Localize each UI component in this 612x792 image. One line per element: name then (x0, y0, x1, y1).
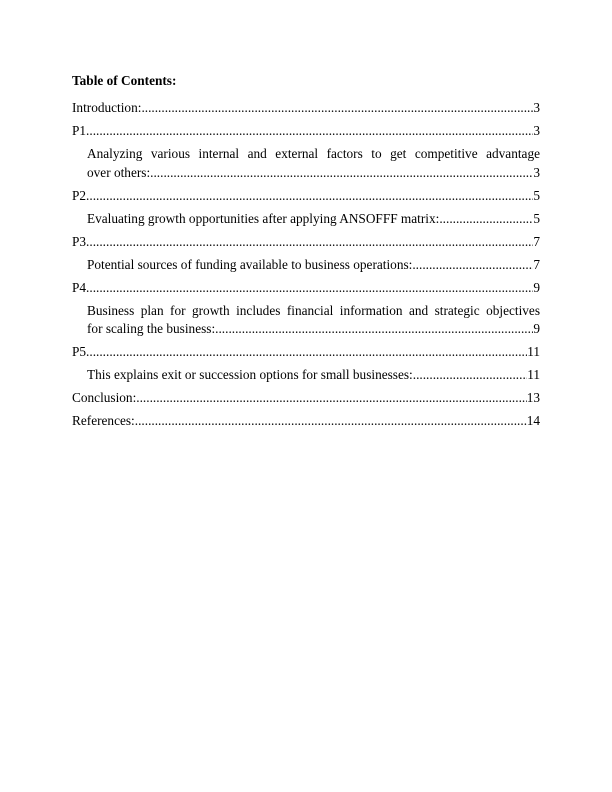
toc-entry-page: 7 (533, 233, 540, 249)
dot-leader (86, 343, 527, 362)
toc-entry-p4[interactable] (72, 279, 540, 298)
toc-entry-page: 3 (533, 123, 540, 138)
toc-entry-page: 13 (526, 390, 540, 405)
toc-entry-p1[interactable] (72, 122, 540, 141)
toc-entry-label: P4 (72, 279, 87, 295)
toc-entry-page: 9 (533, 279, 540, 295)
dot-leader (150, 164, 533, 183)
toc-entry-funding-sources[interactable] (72, 256, 540, 275)
dot-leader (412, 256, 533, 275)
toc-entry-p2[interactable] (72, 187, 540, 206)
toc-entry-references[interactable] (72, 412, 540, 431)
dot-leader (215, 320, 533, 339)
toc-list (72, 99, 540, 435)
dot-leader (86, 279, 533, 298)
toc-title: Table of Contents: (72, 73, 177, 88)
dot-leader (439, 210, 533, 229)
dot-leader (135, 412, 527, 431)
dot-leader (86, 187, 533, 206)
dot-leader (413, 366, 527, 385)
toc-entry-label: References: (72, 413, 135, 428)
toc-entry-page: 3 (533, 164, 540, 180)
toc-entry-exit-options[interactable] (72, 366, 540, 385)
dot-leader (86, 233, 533, 252)
toc-entry-conclusion[interactable] (72, 389, 540, 408)
dot-leader (136, 389, 526, 408)
toc-entry-label-line1: Analyzing various internal and external factors to get competitive advantage (87, 146, 540, 161)
toc-entry-business-plan[interactable] (72, 302, 540, 339)
document-page (72, 0, 540, 792)
toc-entry-label: P5 (72, 344, 87, 359)
toc-entry-p5[interactable] (72, 343, 540, 362)
dot-leader (86, 122, 533, 141)
toc-entry-label-line1: Business plan for growth includes financial information and strategic objectives (87, 302, 540, 318)
toc-entry-page: 11 (527, 367, 540, 382)
toc-entry-growth-opportunities[interactable] (72, 210, 540, 229)
toc-entry-label: Introduction: (72, 100, 142, 115)
toc-entry-label: P2 (72, 187, 87, 203)
toc-entry-page: 7 (533, 256, 540, 272)
toc-entry-page: 11 (527, 344, 540, 359)
toc-entry-page: 5 (533, 210, 540, 226)
toc-entry-label: Potential sources of funding available to business operations: (87, 256, 413, 272)
toc-entry-analyzing-factors[interactable] (72, 145, 540, 182)
toc-entry-label: Conclusion: (72, 390, 137, 405)
toc-entry-page: 5 (533, 187, 540, 203)
toc-entry-label: This explains exit or succession options for small businesses: (87, 367, 413, 382)
toc-entry-page: 14 (526, 413, 540, 428)
toc-entry-label: over others: (87, 164, 151, 180)
toc-entry-label: Evaluating growth opportunities after applying ANSOFFF matrix: (87, 210, 440, 226)
toc-entry-p3[interactable] (72, 233, 540, 252)
toc-entry-page: 3 (533, 100, 540, 115)
toc-entry-label: P3 (72, 233, 87, 249)
toc-entry-label: for scaling the business: (87, 321, 216, 336)
toc-entry-introduction[interactable] (72, 99, 540, 118)
dot-leader (141, 99, 533, 118)
toc-entry-page: 9 (533, 321, 540, 336)
toc-entry-label: P1 (72, 123, 87, 138)
